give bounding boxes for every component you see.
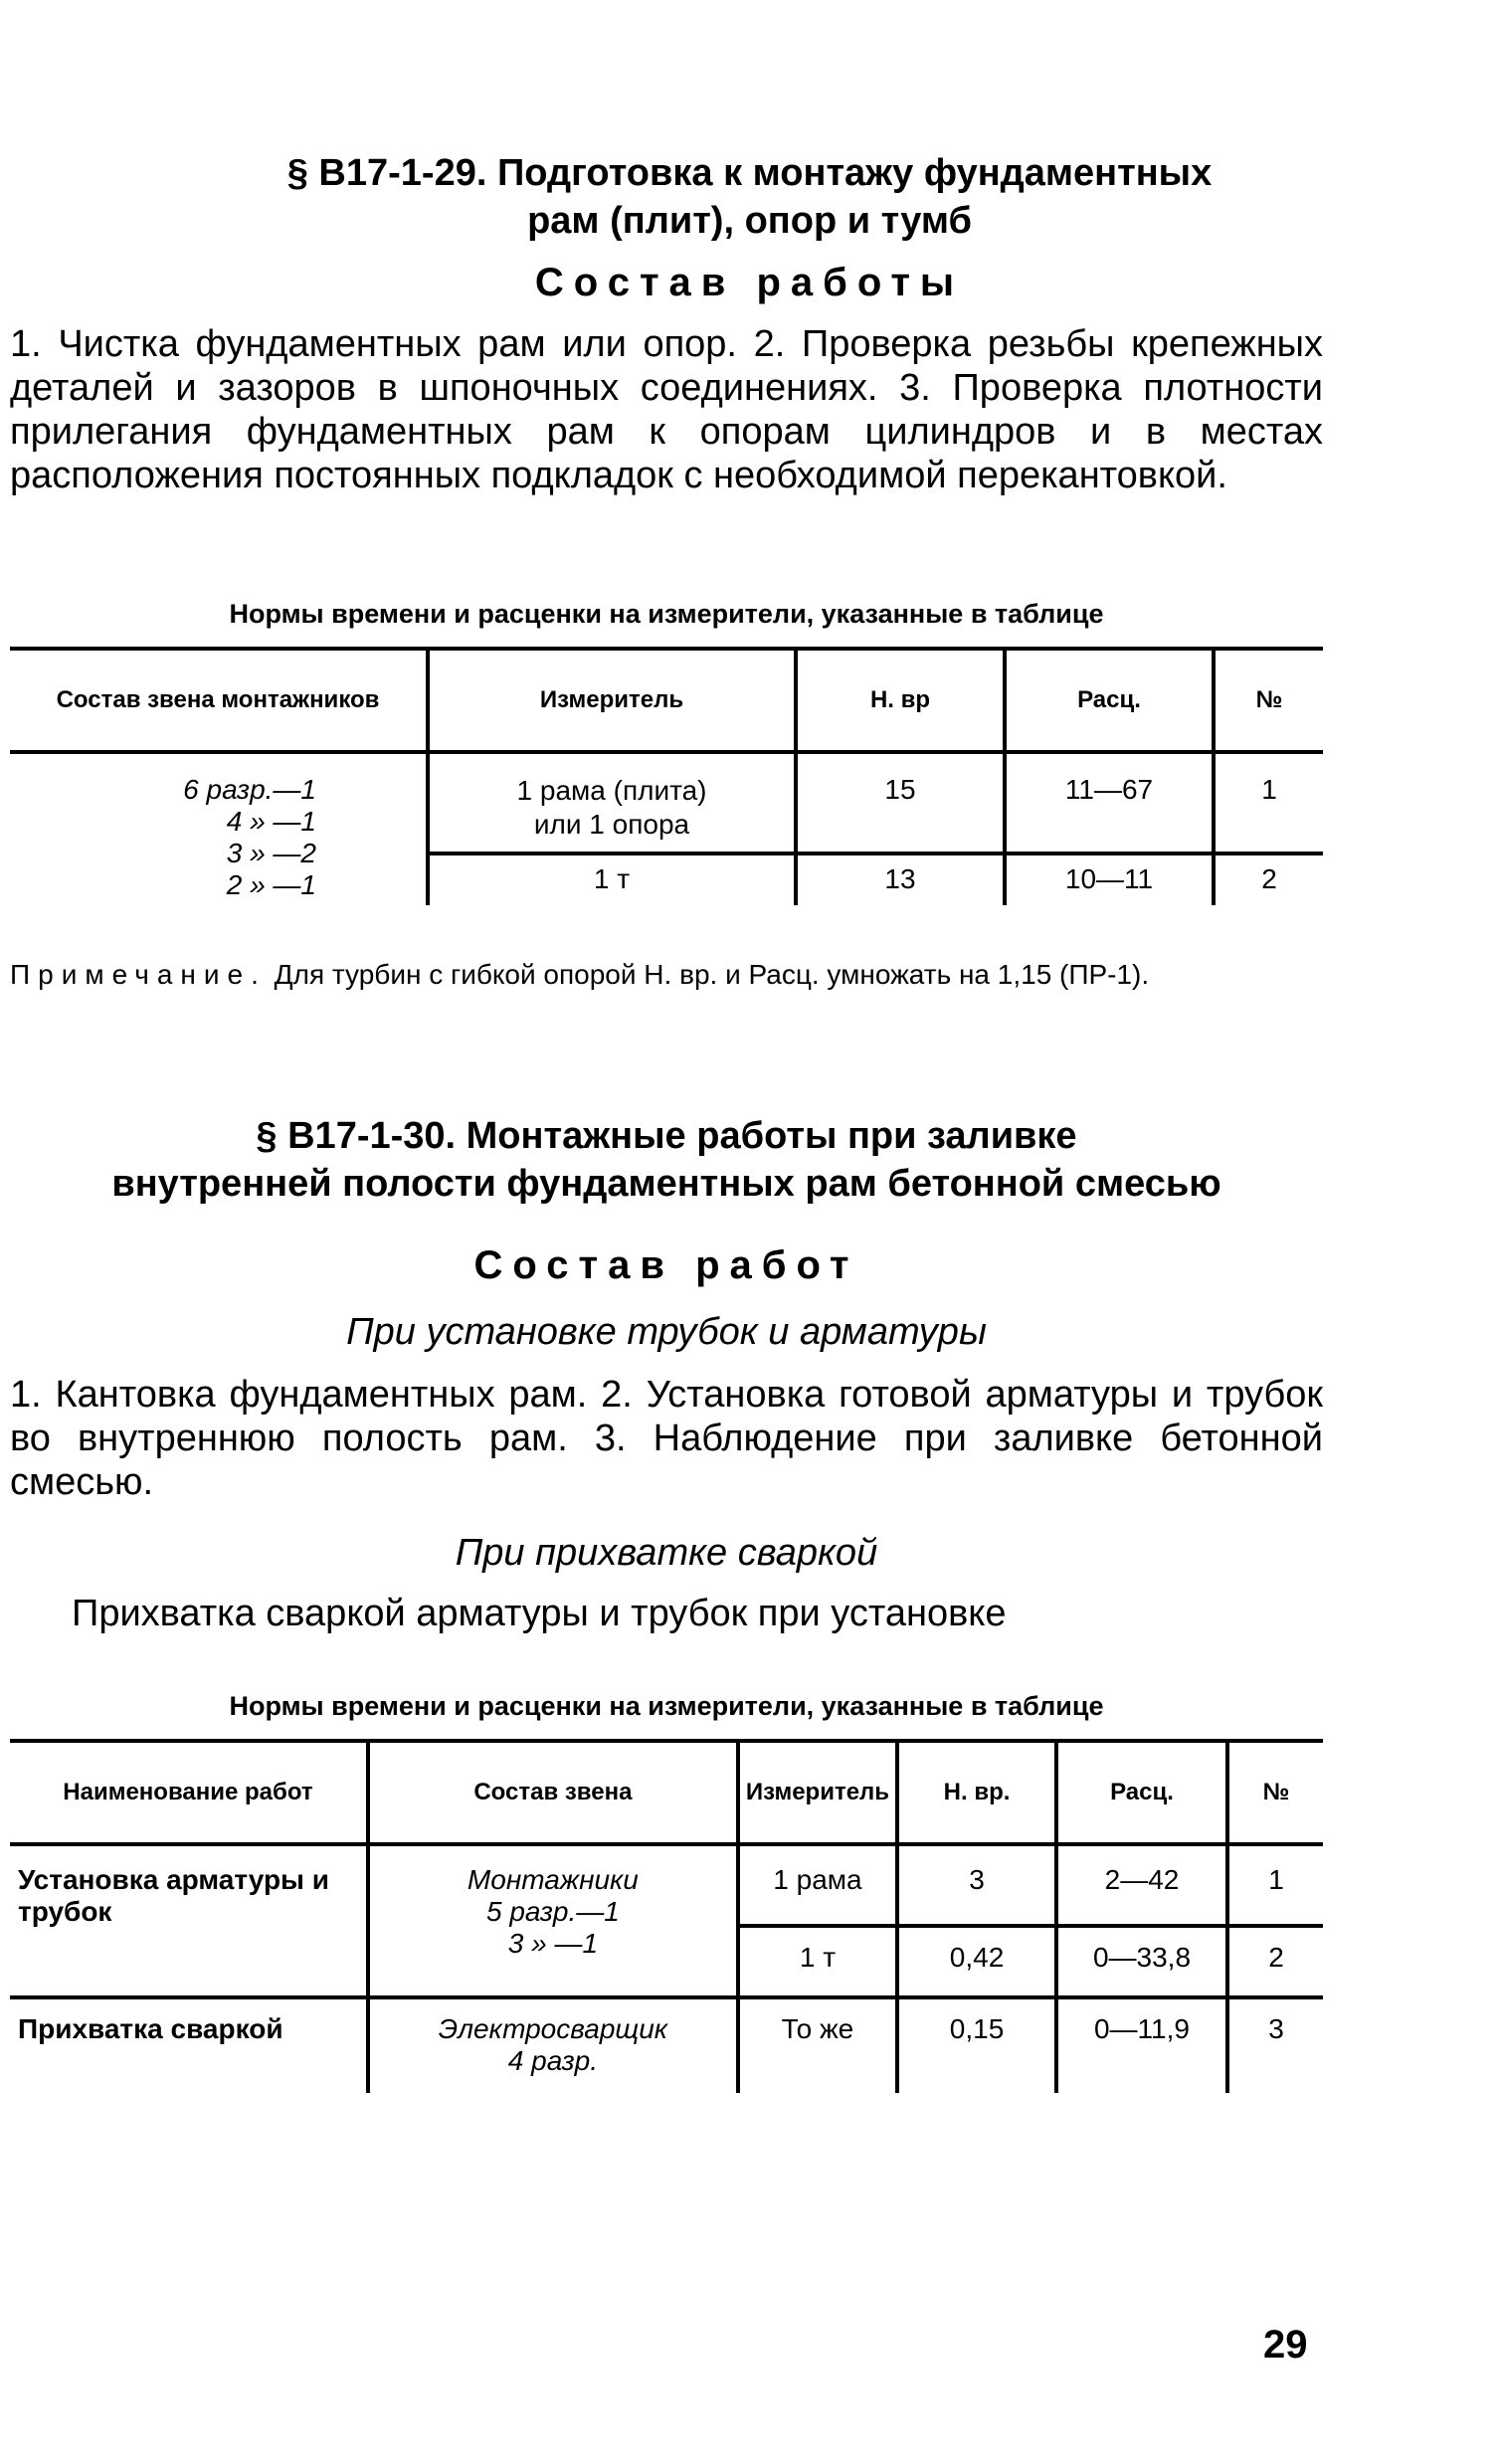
measure-cell: 1 рама — [738, 1844, 897, 1926]
section-title-line: § В17-1-29. Подготовка к монтажу фундаментных — [286, 152, 1213, 194]
num-cell: 1 — [1227, 1844, 1323, 1926]
norms-table-2 — [10, 1739, 1323, 2093]
col-header: Расц. — [1056, 1741, 1227, 1844]
section-title-line: внутренней полости фундаментных рам бетонной смесью — [111, 1163, 1221, 1205]
norms-table-1 — [10, 647, 1323, 905]
section-subtitle: Состав работ — [473, 1243, 859, 1287]
page-number: 29 — [1263, 2323, 1308, 2367]
measure-cell: 1 рама (плита) или 1 опора — [428, 752, 796, 853]
measure-cell: 1 т — [428, 853, 796, 905]
num-cell: 2 — [1214, 853, 1323, 905]
col-header: № — [1214, 649, 1323, 752]
col-header: Измеритель — [738, 1741, 897, 1844]
section-title-line: рам (плит), опор и тумб — [527, 200, 972, 242]
num-cell: 2 — [1227, 1926, 1323, 1997]
work-name-cell: Установка арматуры и трубок — [10, 1844, 368, 1997]
section-body: 1. Чистка фундаментных рам или опор. 2. Проверка резьбы крепежных деталей и зазоров в шпоночных соединениях. 3. Проверка плотности прилегания фундаментных рам к опорам цилиндров и в местах расположения постоянных подкладок с необходимой перекантовкой. — [10, 323, 1323, 496]
col-header: Состав звена — [368, 1741, 738, 1844]
crew-cell: 6 разр.—1 4 » —1 3 » —2 2 » —1 — [10, 752, 428, 905]
table-caption: Нормы времени и расценки на измерители, указанные в таблице — [229, 1691, 1104, 1721]
rate-cell: 11—67 — [1005, 752, 1214, 853]
rate-cell: 2—42 — [1056, 1844, 1227, 1926]
section-title — [0, 1112, 1333, 1208]
table-row — [10, 1844, 1323, 1926]
rate-cell: 10—11 — [1005, 853, 1214, 905]
col-header: Состав звена монтажников — [10, 649, 428, 752]
subsection-body: Прихватка сваркой арматуры и трубок при установке — [72, 1593, 1007, 1634]
table-header-row — [10, 1741, 1323, 1844]
col-header: Н. вр. — [897, 1741, 1056, 1844]
nvr-cell: 3 — [897, 1844, 1056, 1926]
measure-cell: 1 т — [738, 1926, 897, 1997]
subsection-body: 1. Кантовка фундаментных рам. 2. Установка готовой арматуры и трубок во внутреннюю полость рам. 3. Наблюдение при заливке бетонной смесью. — [10, 1374, 1323, 1503]
col-header: Расц. — [1005, 649, 1214, 752]
work-name-cell: Прихватка сваркой — [10, 1997, 368, 2093]
nvr-cell: 13 — [796, 853, 1005, 905]
nvr-cell: 15 — [796, 752, 1005, 853]
nvr-cell: 0,42 — [897, 1926, 1056, 1997]
table-header-row — [10, 649, 1323, 752]
section-title — [0, 149, 1499, 245]
col-header: № — [1227, 1741, 1323, 1844]
note-text: Для турбин с гибкой опорой Н. вр. и Расц. умножать на 1,15 (ПР-1). — [266, 959, 1150, 990]
col-header: Измеритель — [428, 649, 796, 752]
table-row — [10, 752, 1323, 853]
section-title-line: § В17-1-30. Монтажные работы при заливке — [256, 1115, 1077, 1157]
rate-cell: 0—33,8 — [1056, 1926, 1227, 1997]
col-header: Наименование работ — [10, 1741, 368, 1844]
table-caption: Нормы времени и расценки на измерители, указанные в таблице — [229, 599, 1104, 629]
crew-cell: Электросварщик 4 разр. — [368, 1997, 738, 2093]
table-row — [10, 1997, 1323, 2093]
num-cell: 1 — [1214, 752, 1323, 853]
table-note — [10, 957, 1323, 993]
num-cell: 3 — [1227, 1997, 1323, 2093]
subsection-heading: При прихватке сваркой — [455, 1532, 878, 1574]
nvr-cell: 0,15 — [897, 1997, 1056, 2093]
measure-cell: То же — [738, 1997, 897, 2093]
subsection-heading: При установке трубок и арматуры — [346, 1311, 987, 1353]
note-label: Примечание. — [10, 959, 267, 990]
section-subtitle: Состав работы — [534, 261, 965, 304]
crew-cell: Монтажники 5 разр.—1 3 » —1 — [368, 1844, 738, 1997]
rate-cell: 0—11,9 — [1056, 1997, 1227, 2093]
col-header: Н. вр — [796, 649, 1005, 752]
